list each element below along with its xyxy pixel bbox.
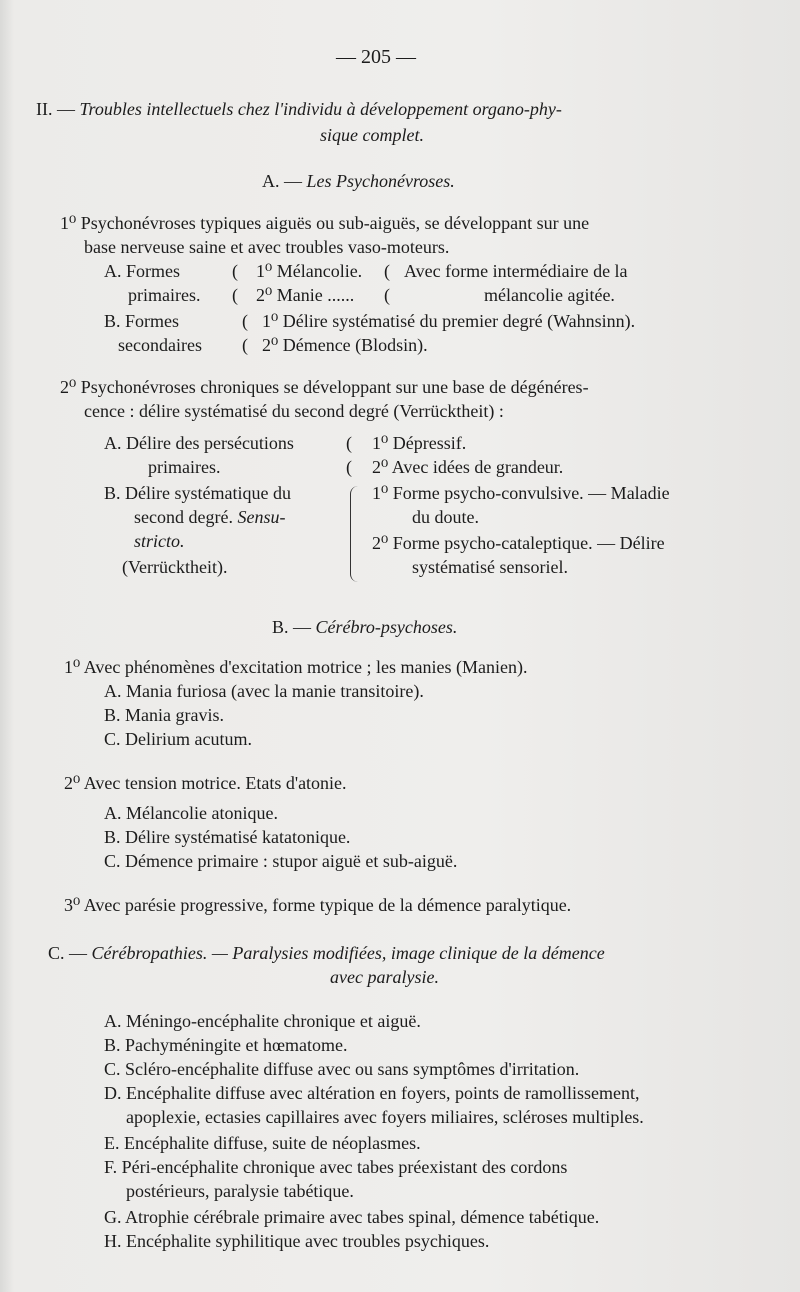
section-title-line-2: sique complet.: [320, 125, 424, 145]
b-group-1: 1⁰ Avec phénomènes d'excitation motrice ; les manies (Manien).: [64, 657, 528, 677]
c-item: F. Péri-encéphalite chronique avec tabes préexistant des cordons: [104, 1157, 568, 1177]
b-group-1-item: C. Delirium acutum.: [104, 729, 252, 749]
paragraph-2-line-2: cence : délire systématisé du second degré (Verrücktheit) :: [84, 401, 504, 421]
formes-secondaires-item-2: 2⁰ Démence (Blodsin).: [262, 335, 428, 355]
systematique-item-1a: 1⁰ Forme psycho-convulsive. — Maladie: [372, 483, 670, 503]
b-group-2-item: B. Délire systématisé katatonique.: [104, 827, 351, 847]
brace-mark: (: [232, 261, 238, 281]
heading-a-title: Les Psychonévroses.: [306, 171, 455, 191]
brace-mark: (: [384, 285, 390, 305]
c-item: C. Scléro-encéphalite diffuse avec ou sans symptômes d'irritation.: [104, 1059, 580, 1079]
paragraph-1-line-1: 1⁰ Psychonévroses typiques aiguës ou sub-aiguës, se développant sur une: [60, 213, 590, 233]
c-item: A. Méningo-encéphalite chronique et aiguë.: [104, 1011, 421, 1031]
systematique-item-1b: du doute.: [412, 507, 479, 527]
heading-c-line-2: avec paralysie.: [330, 967, 439, 987]
systematique-label-3: stricto.: [134, 531, 185, 551]
section-title: Troubles intellectuels chez l'individu à développement organo-phy-: [79, 99, 562, 119]
b-group-2: 2⁰ Avec tension motrice. Etats d'atonie.: [64, 773, 347, 793]
c-item-continuation: postérieurs, paralysie tabétique.: [126, 1181, 354, 1201]
brace-mark: (: [242, 335, 248, 355]
brace-mark: (: [346, 433, 352, 453]
brace-mark: (: [384, 261, 390, 281]
b-group-1-item: A. Mania furiosa (avec la manie transitoire).: [104, 681, 424, 701]
heading-b-prefix: B. —: [272, 617, 312, 637]
c-item: H. Encéphalite syphilitique avec troubles psychiques.: [104, 1231, 490, 1251]
c-item: E. Encéphalite diffuse, suite de néoplasmes.: [104, 1133, 421, 1153]
persecutions-label-2: primaires.: [148, 457, 221, 477]
systematique-label-2: [134, 506, 285, 528]
systematique-label-2a: second degré.: [134, 507, 233, 527]
heading-c-prefix: C. —: [48, 943, 88, 963]
formes-primaires-item-1: 1⁰ Mélancolie.: [256, 261, 363, 281]
formes-secondaires-item-1: 1⁰ Délire systématisé du premier degré (Wahnsinn).: [262, 311, 636, 331]
brace-mark: (: [232, 285, 238, 305]
b-group-2-item: A. Mélancolie atonique.: [104, 803, 278, 823]
formes-primaires-note-1: Avec forme intermédiaire de la: [404, 261, 628, 281]
systematique-label-2b: Sensu-: [237, 507, 286, 527]
formes-primaires-label: A. Formes: [104, 261, 180, 281]
brace-mark: (: [242, 311, 248, 331]
curly-brace: [350, 486, 359, 582]
formes-secondaires-label-2: secondaires: [118, 335, 202, 355]
heading-b: [272, 616, 457, 638]
systematique-label-4: (Verrücktheit).: [122, 557, 228, 577]
formes-primaires-label-2: primaires.: [128, 285, 201, 305]
section-numeral: II. —: [36, 99, 75, 119]
c-item: B. Pachyméningite et hœmatome.: [104, 1035, 348, 1055]
systematique-item-2a: 2⁰ Forme psycho-cataleptique. — Délire: [372, 533, 665, 553]
heading-c-line-1: [48, 942, 605, 964]
systematique-item-2b: systématisé sensoriel.: [412, 557, 568, 577]
paragraph-1-line-2: base nerveuse saine et avec troubles vaso-moteurs.: [84, 237, 450, 257]
systematique-label: B. Délire systématique du: [104, 483, 291, 503]
brace-mark: (: [346, 457, 352, 477]
formes-secondaires-label: B. Formes: [104, 311, 180, 331]
heading-c-title: Cérébropathies. — Paralysies modifiées, image clinique de la démence: [91, 943, 605, 963]
persecutions-label: A. Délire des persécutions: [104, 433, 294, 453]
c-item: D. Encéphalite diffuse avec altération en foyers, points de ramollissement,: [104, 1083, 640, 1103]
b-group-1-item: B. Mania gravis.: [104, 705, 224, 725]
persecutions-item-1: 1⁰ Dépressif.: [372, 433, 467, 453]
heading-b-title: Cérébro-psychoses.: [315, 617, 458, 637]
formes-primaires-note-2: mélancolie agitée.: [484, 285, 615, 305]
page-number: — 205 —: [336, 46, 416, 68]
formes-primaires-item-2: 2⁰ Manie ......: [256, 285, 355, 305]
c-item-continuation: apoplexie, ectasies capillaires avec foyers miliaires, scléroses multiples.: [126, 1107, 644, 1127]
heading-a: [262, 170, 455, 192]
paragraph-2-line-1: 2⁰ Psychonévroses chroniques se développant sur une base de dégénéres-: [60, 377, 589, 397]
b-group-2-item: C. Démence primaire : stupor aiguë et sub-aiguë.: [104, 851, 458, 871]
section-title-line-1: [36, 98, 562, 120]
heading-a-prefix: A. —: [262, 171, 302, 191]
c-item: G. Atrophie cérébrale primaire avec tabes spinal, démence tabétique.: [104, 1207, 600, 1227]
persecutions-item-2: 2⁰ Avec idées de grandeur.: [372, 457, 564, 477]
b-group-3: 3⁰ Avec parésie progressive, forme typique de la démence paralytique.: [64, 895, 572, 915]
